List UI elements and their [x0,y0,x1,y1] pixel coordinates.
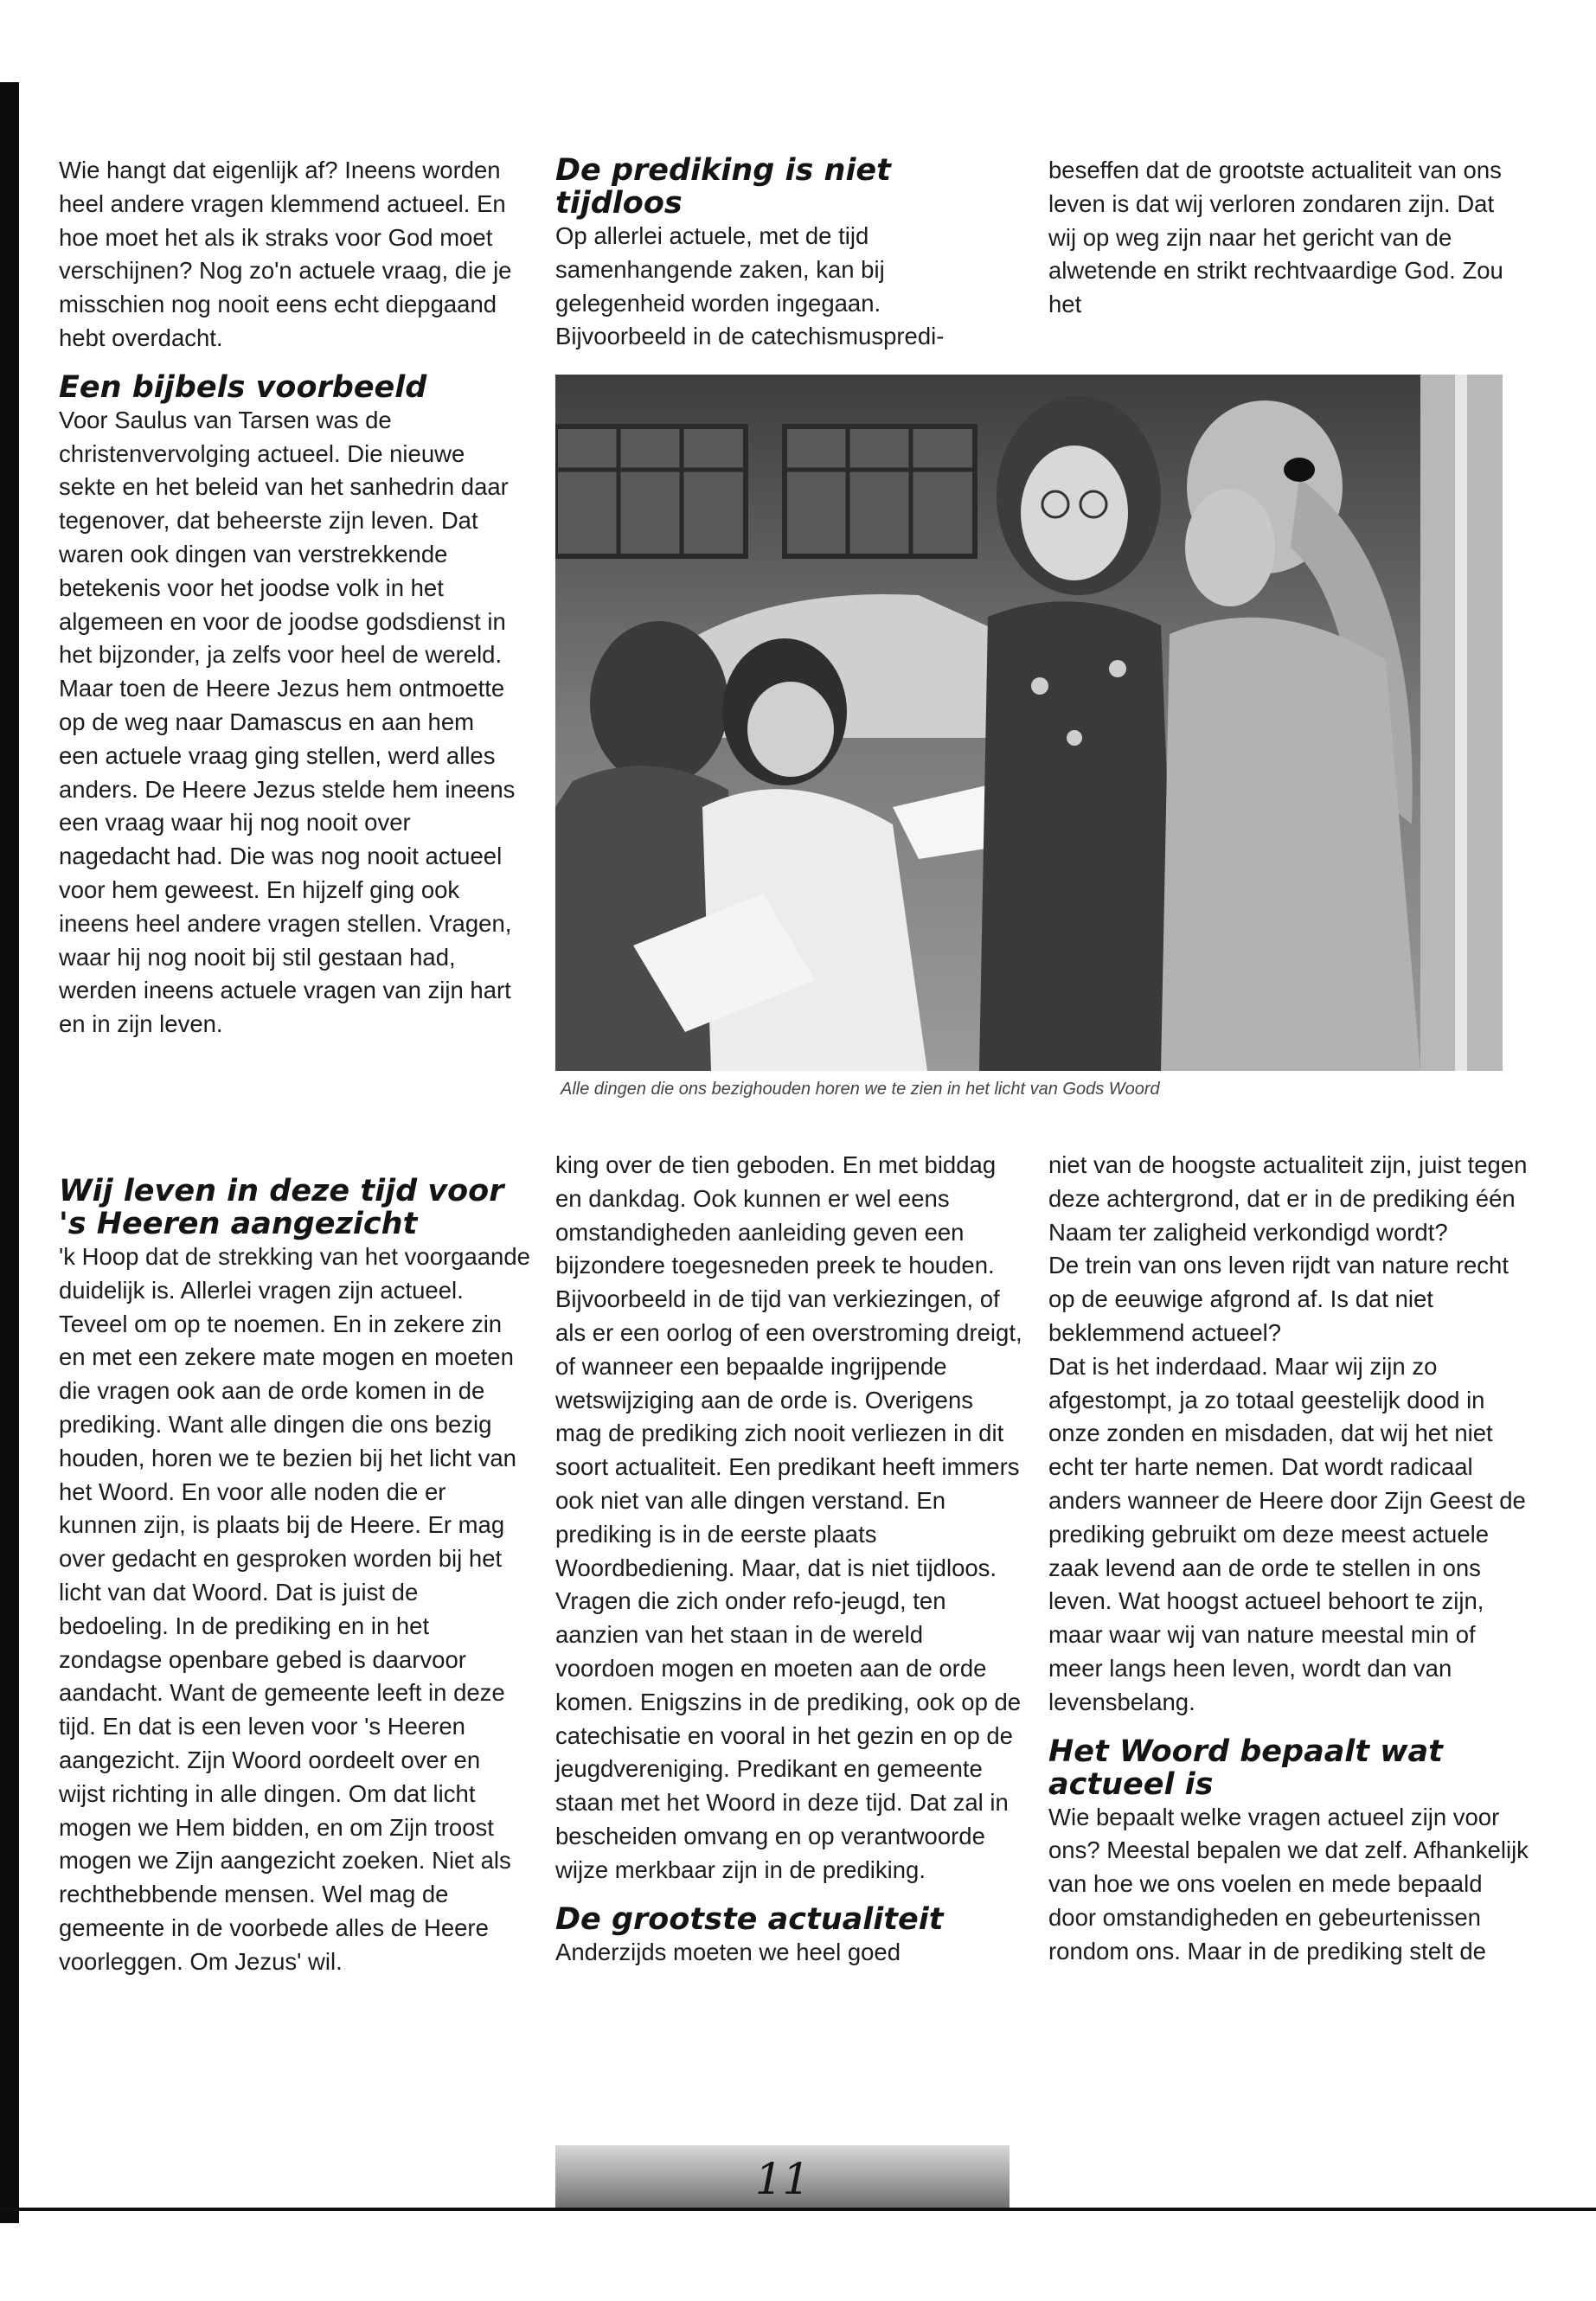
column-top-right [1048,154,1516,322]
intro-paragraph: Wie hangt dat eigenlijk af? Ineens worden heel andere vragen klemmend actueel. En hoe moet het als ik straks voor God moet verschijnen? Nog zo'n actuele vraag, die je misschien nog nooit eens echt diepgaand hebt overdacht. [59,157,512,351]
heading-woord-bepaalt: Het Woord bepaalt wat actueel is [1048,1734,1443,1802]
heading-bijbels-voorbeeld: Een bijbels voorbeeld [59,369,427,405]
paragraph-woord-bepaalt: Wie bepaalt welke vragen actueel zijn voor ons? Meestal bepalen we dat zelf. Afhankelijk van hoe we ons voelen en mede bepaald door omstandigheden en gebeurtenissen rondom ons. Maar in de prediking stelt de [1048,1803,1529,1965]
photo-caption: Alle dingen die ons bezighouden horen we te zien in het licht van Gods Woord [561,1080,1160,1099]
column-top-left [59,154,517,1042]
paragraph-aangezicht: 'k Hoop dat de strekking van het voorgaande duidelijk is. Allerlei vragen zijn actueel. Teveel om op te noemen. En in zekere zin en met een zekere mate mogen en moeten die vragen ook aan de orde komen in de prediking. Want alle dingen die ons bezig houden, horen we te bezien bij het licht van het Woord. En voor alle noden die er kunnen zijn, is plaats bij de Heere. Er mag over gedacht en gesproken worden bij het licht van dat Woord. Dat is juist de bedoeling. In de prediking en in het zondagse openbare gebed is daarvoor aandacht. Want de gemeente leeft in deze tijd. En dat is een leven voor 's Heeren aangezicht. Zijn Woord oordeelt over en wijst richting in alle dingen. Om dat licht mogen we Hem bidden, en om Zijn troost mogen we Zijn aangezicht zoeken. Niet als rechthebbende mensen. Wel mag de gemeente in de voorbede alles de Heere voorleggen. Om Jezus' wil. [59,1243,530,1975]
paragraph-grootste-actualiteit: Anderzijds moeten we heel goed [555,1938,901,1965]
paragraph-continuation-right-1: niet van de hoogste actualiteit zijn, juist tegen deze achtergrond, dat er in de prediking één Naam ter zaligheid verkondigd wordt? [1048,1151,1528,1246]
paragraph-niet-tijdloos: Op allerlei actuele, met de tijd samenhangende zaken, kan bij gelegenheid worden ingegaan. Bijvoorbeeld in de catechismuspredi- [555,222,945,350]
column-bottom-left [59,1175,530,1979]
page-number: 11 [754,2154,811,2204]
page-number-box [555,2145,1010,2208]
paragraph-continuation-right-2: De trein van ons leven rijdt van nature recht op de eeuwige afgrond af. Is dat niet beklemmend actueel? [1048,1252,1509,1346]
photo-illustration [555,375,1503,1071]
paragraph-bijbels-voorbeeld: Voor Saulus van Tarsen was de christenvervolging actueel. Die nieuwe sekte en het beleid van het sanhedrin daar tegenover, dat beheerste zijn leven. Dat waren ook dingen van verstrekkende betekenis voor het joodse volk in het algemeen en voor de joodse godsdienst in het bijzonder, ja zelfs voor heel de wereld. Maar toen de Heere Jezus hem ontmoette op de weg naar Damascus en aan hem een actuele vraag ging stellen, werd alles anders. De Heere Jezus stelde hem ineens een vraag waar hij nog nooit over nagedacht had. Die was nog nooit actueel voor hem geweest. En hijzelf ging ook ineens heel andere vragen stellen. Vragen, waar hij nog nooit bij stil gestaan had, werden ineens actuele vragen van zijn hart en in zijn leven. [59,406,516,1038]
paragraph-continuation-middle: king over de tien geboden. En met biddag en dankdag. Ook kunnen er wel eens omstandigheden aanleiding geven een bijzondere toegesneden preek te houden. Bijvoorbeeld in de tijd van verkiezingen, of als er een oorlog of een overstroming dreigt, of wanneer een bepaalde ingrijpende wetswijziging aan de orde is. Overigens mag de prediking zich nooit verliezen in dit soort actualiteit. Een predikant heeft immers ook niet van alle dingen verstand. En prediking is in de eerste plaats Woordbediening. Maar, dat is niet tijdloos. Vragen die zich onder refo-jeugd, ten aanzien van het staan in de wereld voordoen mogen en moeten aan de orde komen. Enigszins in de prediking, ook op de catechisatie en vooral in het gezin en op de jeugdvereniging. Predikant en gemeente staan met het Woord in deze tijd. Dat zal in bescheiden omvang en op verantwoorde wijze merkbaar zijn in de prediking. [555,1151,1022,1883]
paragraph-continuation-top-right: beseffen dat de grootste actualiteit van ons leven is dat wij verloren zondaren zijn. Dat wij op weg zijn naar het gericht van de alwetende en strikt rechtvaardige God. Zou het [1048,157,1503,318]
column-bottom-middle [555,1149,1022,1969]
heading-aangezicht: Wij leven in deze tijd voor 's Heeren aangezicht [59,1174,504,1241]
scan-edge-bottom [0,2208,1596,2211]
heading-grootste-actualiteit: De grootste actualiteit [555,1901,944,1937]
column-top-middle [555,154,1014,354]
heading-niet-tijdloos: De prediking is niet tijdloos [555,153,891,221]
paragraph-continuation-right-3: Dat is het inderdaad. Maar wij zijn zo afgestompt, ja zo totaal geestelijk dood in onze zonden en misdaden, dat wij het niet echt ter harte nemen. Dat wordt radicaal anders wanneer de Heere door Zijn Geest de prediking gebruikt om deze meest actuele zaak levend aan de orde te stellen in ons leven. Wat hoogst actueel behoort te zijn, maar waar wij van nature meestal min of meer langs heen leven, wordt dan van levensbelang. [1048,1352,1526,1715]
scan-edge-left [0,82,19,2223]
column-bottom-right [1048,1149,1533,1969]
photo-girls-reading [555,375,1503,1071]
